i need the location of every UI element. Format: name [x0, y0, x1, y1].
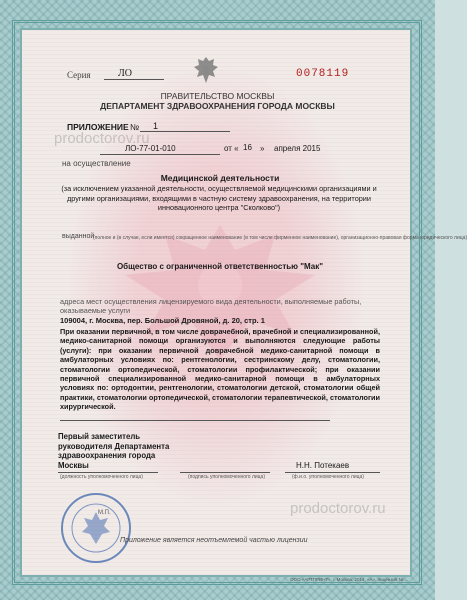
date-month-year: апреля 2015 — [274, 144, 321, 153]
issued-label: выданной — [62, 233, 95, 240]
appendix-number-underline — [140, 131, 230, 132]
address-value: 109004, г. Москва, пер. Большой Дровяной, д. 20, стр. 1 — [60, 316, 265, 325]
series-label: Серия — [67, 70, 91, 80]
services-text: При оказании первичной, в том числе доврачебной, врачебной и специализированной, медико-санитарной помощи организуются и выполняются следующие работы (услуги): при оказании первичной доврачебной медико-санитарной помощи в амбулаторных условиях по: рентгенологии, сестринскому делу, стоматологии, стоматологии ортопедической, стоматологии профилактической; при оказании первичной специализированной медико-санитарной помощи в амбулаторных условиях по: ортодонтии, рентгенологии, стоматологии детской, стоматологии общей практики, стоматологии ортопедической, стоматологии терапевтической, стоматологии хирургической. — [60, 327, 380, 412]
appendix-no-sign: № — [130, 122, 140, 132]
address-label: адреса мест осуществления лицензируемого вида деятельности, выполняемые работы, оказываемые услуги — [60, 297, 362, 315]
appendix-number: 1 — [153, 121, 159, 131]
signature-underline — [180, 472, 270, 473]
coat-of-arms-icon — [192, 55, 220, 87]
activity-intro: на осуществление — [62, 159, 131, 168]
printer-info: ООО «АРТПРИНТ», г. Москва, 2014, «А», лицензия № ... — [290, 577, 409, 582]
license-number: ЛО-77-01-010 — [125, 144, 176, 153]
signer-position — [58, 432, 169, 470]
position-underline — [58, 472, 158, 473]
issued-hint: (полное и (в случае, если имеется) сокращенное наименование (в том числе фирменное наименование), организационно-правовая форма юридического лица) — [93, 235, 467, 241]
government-title: ПРАВИТЕЛЬСТВО МОСКВЫ — [160, 91, 275, 101]
signer-position-line4: Москвы — [58, 460, 89, 470]
date-mid: » — [260, 144, 265, 153]
series-underline — [104, 79, 164, 80]
activity-title: Медицинской деятельности — [160, 173, 280, 183]
site-watermark-top: prodoctorov.ru — [54, 130, 150, 147]
date-prefix: от « — [224, 144, 239, 153]
activity-description: (за исключением указанной деятельности, осуществляемой медицинскими организациями и другими организациями, входящими в частную систему здравоохранения, на территории инновационного центра "Сколково") — [61, 184, 377, 212]
position-hint: (должность уполномоченного лица) — [60, 474, 143, 480]
official-stamp-icon — [60, 492, 132, 564]
department-title: ДЕПАРТАМЕНТ ЗДРАВООХРАНЕНИЯ ГОРОДА МОСКВЫ — [100, 101, 335, 111]
signer-position-line2: руководителя Департамента — [58, 441, 170, 451]
signer-position-line3: здравоохранения города — [58, 451, 156, 460]
license-number-underline — [100, 154, 220, 155]
site-watermark-bottom: prodoctorov.ru — [290, 500, 386, 517]
form-number: 0078119 — [296, 68, 350, 80]
name-hint: (ф.и.о. уполномоченного лица) — [292, 474, 364, 480]
series-value: ЛО — [118, 68, 133, 79]
appendix-label: ПРИЛОЖЕНИЕ — [67, 122, 129, 132]
organization-name: Общество с ограниченной ответственностью "Мак" — [116, 262, 324, 271]
date-day: 16 — [243, 143, 252, 152]
mp-label: М.П. — [98, 510, 111, 516]
name-underline — [285, 472, 380, 473]
signature-hint: (подпись уполномоченного лица) — [188, 474, 265, 480]
integral-part-note: Приложение является неотъемлемой частью лицензии — [120, 537, 308, 544]
signer-name: Н.Н. Потекаев — [296, 461, 350, 470]
signer-position-line1: Первый заместитель — [58, 432, 141, 441]
services-end-underline — [60, 420, 330, 421]
